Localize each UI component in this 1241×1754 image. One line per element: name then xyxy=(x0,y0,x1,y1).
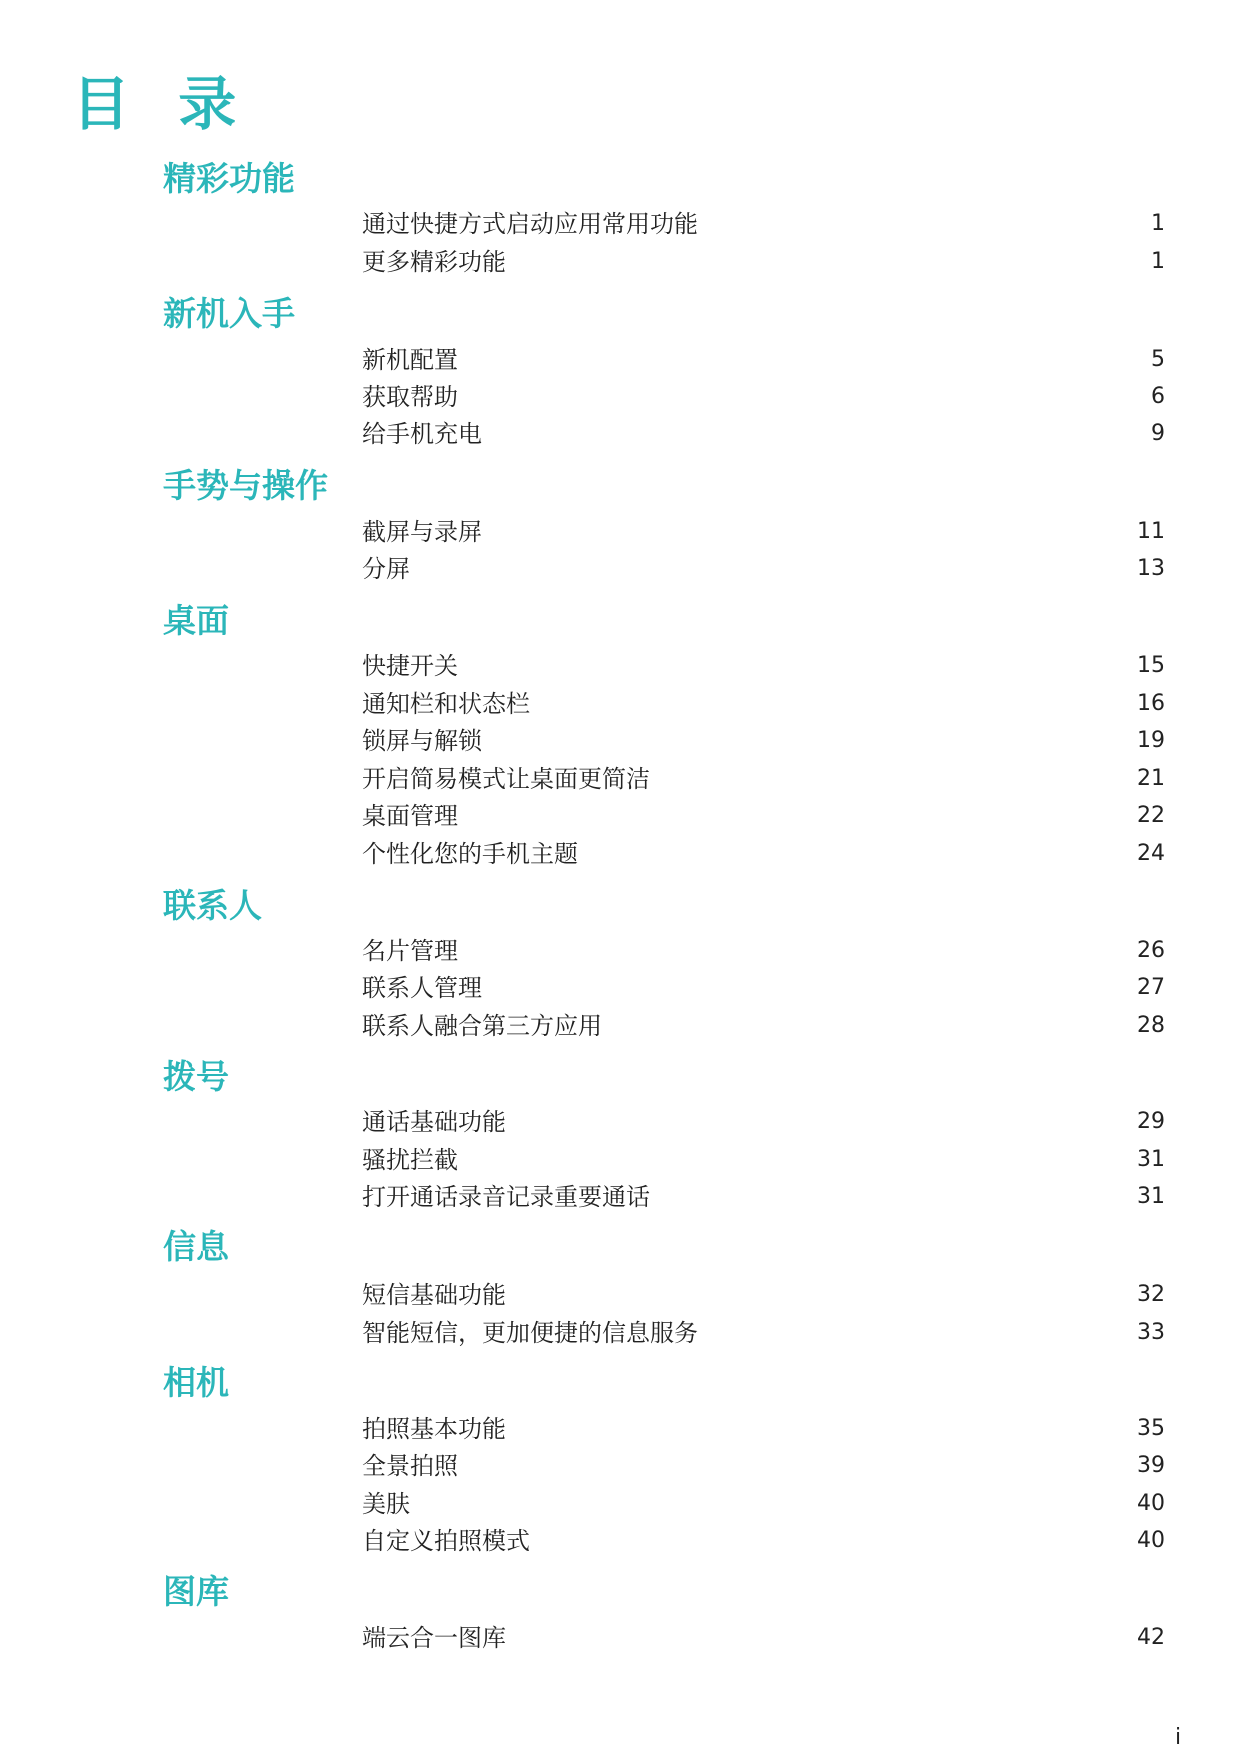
toc-entry-page-number: 6 xyxy=(1151,384,1165,409)
toc-entry-label: 名片管理 xyxy=(362,937,458,965)
toc-entry-page-number: 9 xyxy=(1151,421,1165,446)
toc-entry-label: 短信基础功能 xyxy=(362,1281,506,1309)
toc-entry-label: 通话基础功能 xyxy=(362,1108,506,1136)
toc-entry-page-number: 40 xyxy=(1137,1491,1165,1516)
toc-entry-label: 通过快捷方式启动应用常用功能 xyxy=(362,210,698,238)
toc-entry[interactable] xyxy=(362,1411,1165,1447)
toc-entry-label: 获取帮助 xyxy=(362,383,458,411)
toc-entry-page-number: 28 xyxy=(1137,1013,1165,1038)
toc-entry[interactable] xyxy=(362,1523,1165,1559)
toc-entry[interactable] xyxy=(362,933,1165,969)
toc-entry-page-number: 31 xyxy=(1137,1147,1165,1172)
toc-entry-page-number: 21 xyxy=(1137,766,1165,791)
toc-entry-label: 开启简易模式让桌面更简洁 xyxy=(362,765,650,793)
toc-entry[interactable] xyxy=(362,1179,1165,1215)
toc-entry[interactable] xyxy=(362,723,1165,759)
toc-entry[interactable] xyxy=(362,761,1165,797)
toc-entry-page-number: 15 xyxy=(1137,653,1165,678)
toc-entry-label: 截屏与录屏 xyxy=(362,518,482,546)
toc-entry-label: 端云合一图库 xyxy=(362,1624,506,1652)
toc-entry[interactable] xyxy=(362,798,1165,834)
toc-entry[interactable] xyxy=(362,1008,1165,1044)
toc-entry-page-number: 29 xyxy=(1137,1109,1165,1134)
toc-entry-page-number: 26 xyxy=(1137,938,1165,963)
toc-entry-label: 智能短信，更加便捷的信息服务 xyxy=(362,1319,698,1347)
toc-entry-label: 给手机充电 xyxy=(362,420,482,448)
toc-entry-label: 分屏 xyxy=(362,555,410,583)
toc-entry-page-number: 32 xyxy=(1137,1282,1165,1307)
toc-entry-label: 更多精彩功能 xyxy=(362,248,506,276)
toc-entry[interactable] xyxy=(362,836,1165,872)
section-title[interactable]: 桌面 xyxy=(163,601,229,640)
toc-entry-page-number: 31 xyxy=(1137,1184,1165,1209)
toc-entry[interactable] xyxy=(362,206,1165,242)
toc-entry-label: 快捷开关 xyxy=(362,652,458,680)
toc-entry[interactable] xyxy=(362,970,1165,1006)
toc-entry-label: 锁屏与解锁 xyxy=(362,727,482,755)
toc-entry[interactable] xyxy=(362,514,1165,550)
toc-entry-page-number: 33 xyxy=(1137,1320,1165,1345)
toc-entry-page-number: 1 xyxy=(1151,249,1165,274)
section-title[interactable]: 手势与操作 xyxy=(163,466,328,505)
toc-entry-page-number: 40 xyxy=(1137,1528,1165,1553)
toc-entry-page-number: 5 xyxy=(1151,347,1165,372)
toc-entry-label: 桌面管理 xyxy=(362,802,458,830)
toc-entry-label: 新机配置 xyxy=(362,346,458,374)
toc-entry-label: 联系人管理 xyxy=(362,974,482,1002)
toc-entry[interactable] xyxy=(362,342,1165,378)
toc-entry[interactable] xyxy=(362,1486,1165,1522)
section-title[interactable]: 图库 xyxy=(163,1572,229,1611)
toc-entry-page-number: 13 xyxy=(1137,556,1165,581)
page-number: i xyxy=(1175,1725,1182,1750)
toc-entry-label: 美肤 xyxy=(362,1490,410,1518)
toc-entry-label: 通知栏和状态栏 xyxy=(362,690,530,718)
toc-entry[interactable] xyxy=(362,244,1165,280)
toc-entry-page-number: 16 xyxy=(1137,691,1165,716)
toc-entry-label: 骚扰拦截 xyxy=(362,1146,458,1174)
section-title[interactable]: 信息 xyxy=(163,1227,229,1266)
section-title[interactable]: 相机 xyxy=(163,1363,229,1402)
toc-entry[interactable] xyxy=(362,686,1165,722)
section-title[interactable]: 新机入手 xyxy=(163,294,295,333)
page-title: 目 录 xyxy=(72,70,251,138)
toc-entry-page-number: 24 xyxy=(1137,841,1165,866)
toc-entry-label: 自定义拍照模式 xyxy=(362,1527,530,1555)
toc-entry[interactable] xyxy=(362,551,1165,587)
toc-entry[interactable] xyxy=(362,379,1165,415)
toc-entry[interactable] xyxy=(362,1620,1165,1656)
toc-entry[interactable] xyxy=(362,1315,1165,1351)
toc-entry[interactable] xyxy=(362,416,1165,452)
toc-entry[interactable] xyxy=(362,1142,1165,1178)
toc-entry-page-number: 1 xyxy=(1151,211,1165,236)
section-title[interactable]: 拨号 xyxy=(163,1057,229,1096)
toc-entry-label: 个性化您的手机主题 xyxy=(362,840,578,868)
toc-entry[interactable] xyxy=(362,1277,1165,1313)
toc-entry[interactable] xyxy=(362,1104,1165,1140)
toc-entry-page-number: 27 xyxy=(1137,975,1165,1000)
toc-entry-label: 打开通话录音记录重要通话 xyxy=(362,1183,650,1211)
toc-entry[interactable] xyxy=(362,1448,1165,1484)
toc-entry[interactable] xyxy=(362,648,1165,684)
toc-entry-label: 拍照基本功能 xyxy=(362,1415,506,1443)
toc-entry-page-number: 19 xyxy=(1137,728,1165,753)
toc-entry-page-number: 11 xyxy=(1137,519,1165,544)
section-title[interactable]: 精彩功能 xyxy=(163,159,295,198)
section-title[interactable]: 联系人 xyxy=(163,886,262,925)
toc-entry-page-number: 39 xyxy=(1137,1453,1165,1478)
toc-entry-label: 全景拍照 xyxy=(362,1452,458,1480)
toc-entry-page-number: 42 xyxy=(1137,1625,1165,1650)
toc-entry-label: 联系人融合第三方应用 xyxy=(362,1012,602,1040)
toc-entry-page-number: 35 xyxy=(1137,1416,1165,1441)
toc-entry-page-number: 22 xyxy=(1137,803,1165,828)
